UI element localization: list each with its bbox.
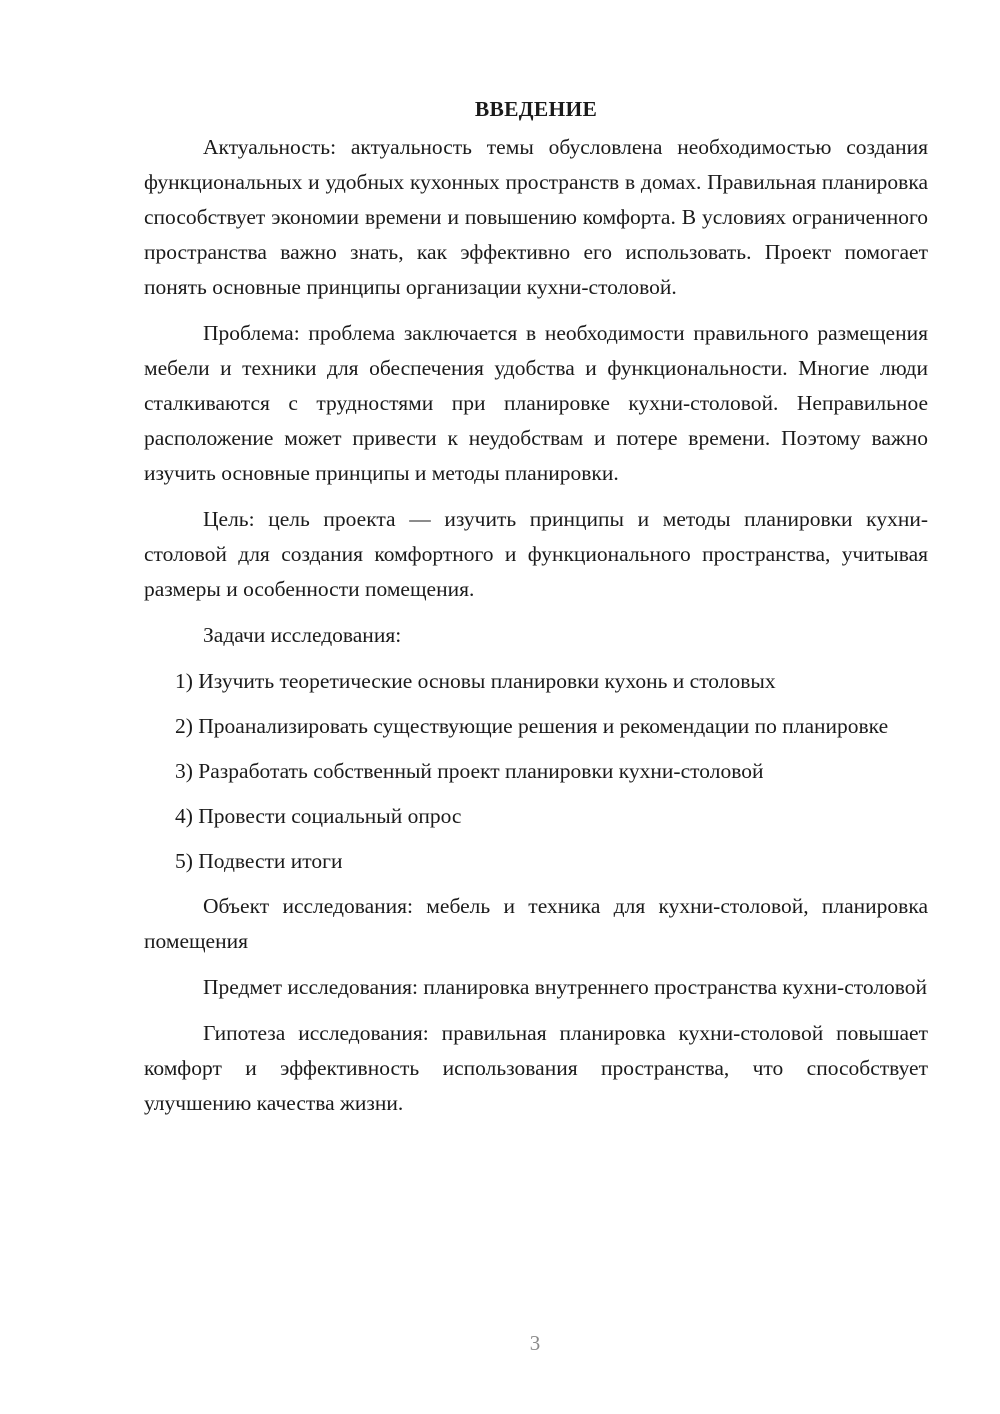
page-number: 3 — [529, 1331, 541, 1355]
task-item: 1) Изучить теоретические основы планировки кухонь и столовых — [175, 669, 776, 693]
task-item: 4) Провести социальный опрос — [175, 804, 462, 828]
page-content — [144, 92, 928, 1132]
task-item: 2) Проанализировать существующие решения и рекомендации по планировке — [175, 714, 889, 738]
page-title: ВВЕДЕНИЕ — [474, 97, 598, 121]
goal-paragraph: Цель: цель проекта — изучить принципы и методы планировки кухни-столовой для создания комфортного и функционального пространства, учитывая размеры и особенности помещения. — [144, 507, 928, 601]
problem-paragraph: Проблема: проблема заключается в необходимости правильного размещения мебели и техники для обеспечения удобства и функциональности. Многие люди сталкиваются с трудностями при планировке кухни-столовой. Неправильное расположение может привести к неудобствам и потере времени. Поэтому важно изучить основные принципы и методы планировки. — [144, 321, 928, 485]
tasks-heading: Задачи исследования: — [203, 623, 402, 647]
subject-paragraph: Предмет исследования: планировка внутреннего пространства кухни-столовой — [203, 975, 928, 999]
task-item: 3) Разработать собственный проект планировки кухни-столовой — [175, 759, 764, 783]
relevance-paragraph: Актуальность: актуальность темы обусловлена необходимостью создания функциональных и удобных кухонных пространств в домах. Правильная планировка способствует экономии времени и повышению комфорта. В условиях ограниченного пространства важно знать, как эффективно его использовать. Проект помогает понять основные принципы организации кухни-столовой. — [144, 135, 928, 299]
object-paragraph: Объект исследования: мебель и техника для кухни-столовой, планировка помещения — [144, 894, 928, 953]
task-item: 5) Подвести итоги — [175, 849, 343, 873]
hypothesis-paragraph: Гипотеза исследования: правильная планировка кухни-столовой повышает комфорт и эффективность использования пространства, что способствует улучшению качества жизни. — [144, 1021, 928, 1115]
tasks-list — [144, 664, 928, 879]
